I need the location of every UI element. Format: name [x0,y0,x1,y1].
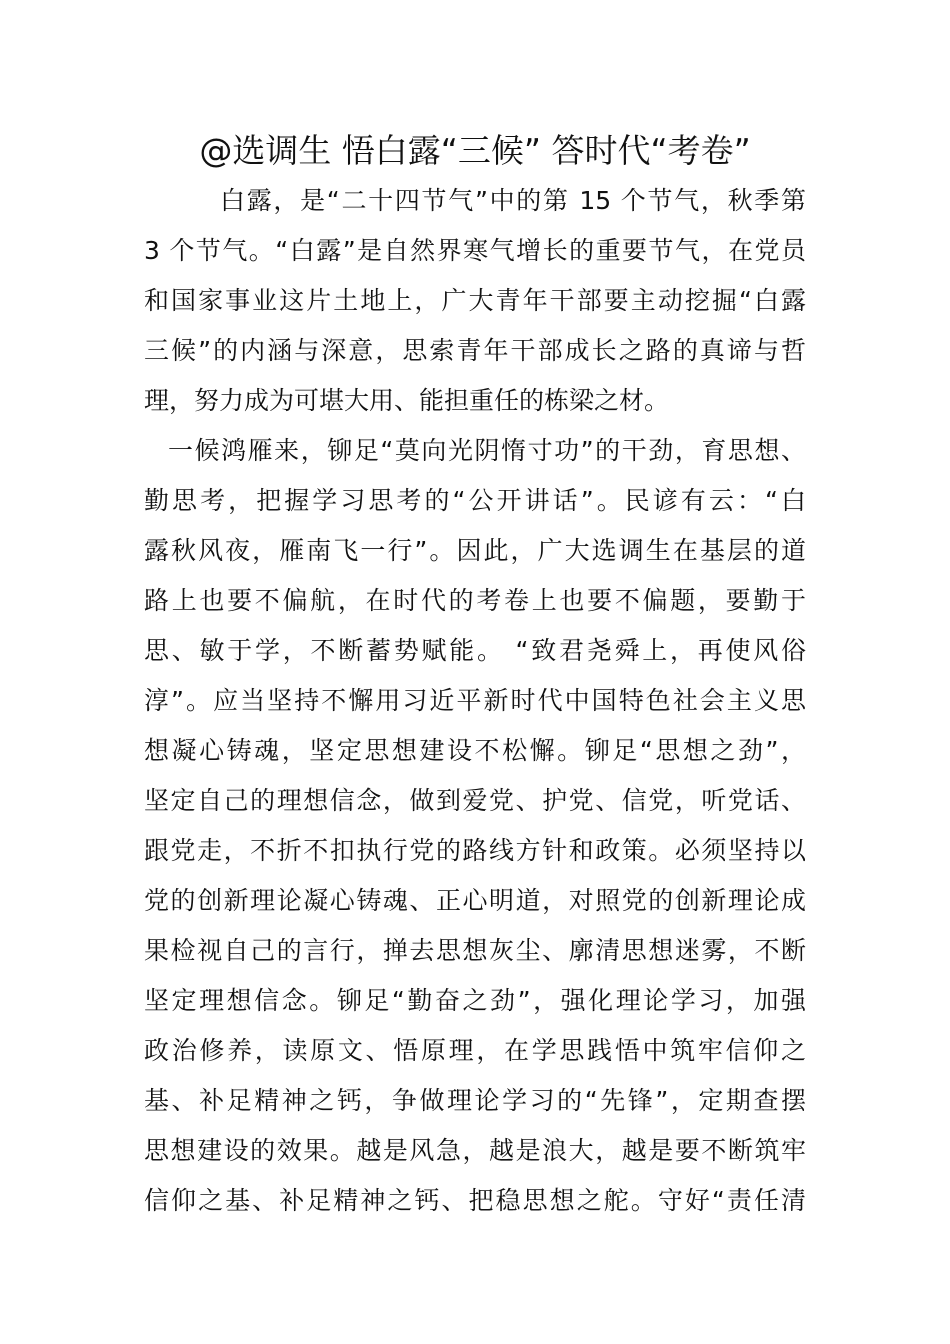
text-line: 想凝心铸魂，坚定思想建设不松懈。铆足“思想之劲”， [144,736,806,765]
text-line: 勤思考，把握学习思考的“公开讲话”。民谚有云：“白 [144,486,806,515]
document-title: @选调生 悟白露“三候” 答时代“考卷” [199,131,751,170]
text-line: 一候鸿雁来，铆足“莫向光阴惰寸功”的干劲，育思想、 [168,436,806,465]
text-line: 路上也要不偏航，在时代的考卷上也要不偏题，要勤于 [144,586,806,615]
text-line: 党的创新理论凝心铸魂、正心明道，对照党的创新理论成 [144,886,806,915]
text-line: 理，努力成为可堪大用、能担重任的栋梁之材。 [144,386,670,415]
text-line: 思想建设的效果。越是风急，越是浪大，越是要不断筑牢 [144,1136,806,1165]
text-line: 果检视自己的言行，掸去思想灰尘、廓清思想迷雾，不断 [144,936,806,965]
text-line: 淳”。应当坚持不懈用习近平新时代中国特色社会主义思 [144,686,806,715]
text-line: 政治修养，读原文、悟原理，在学思践悟中筑牢信仰之 [144,1036,806,1065]
text-line: 基、补足精神之钙，争做理论学习的“先锋”，定期查摆 [144,1086,806,1115]
text-line: 思、敏于学，不断蓄势赋能。 “致君尧舜上，再使风俗 [144,636,806,665]
text-line: 露秋风夜，雁南飞一行”。因此，广大选调生在基层的道 [144,536,806,565]
text-line: 信仰之基、补足精神之钙、把稳思想之舵。守好“责任清 [144,1186,806,1215]
text-line: 白露，是“二十四节气”中的第 15 个节气，秋季第 [220,186,806,215]
text-line: 坚定理想信念。铆足“勤奋之劲”，强化理论学习，加强 [144,986,806,1015]
text-line: 3 个节气。“白露”是自然界寒气增长的重要节气，在党员 [144,236,806,265]
text-line: 坚定自己的理想信念，做到爱党、护党、信党，听党话、 [144,786,806,815]
text-line: 三候”的内涵与深意，思索青年干部成长之路的真谛与哲 [144,336,806,365]
text-line: 和国家事业这片土地上，广大青年干部要主动挖掘“白露 [144,286,806,315]
text-line: 跟党走，不折不扣执行党的路线方针和政策。必须坚持以 [144,836,806,865]
